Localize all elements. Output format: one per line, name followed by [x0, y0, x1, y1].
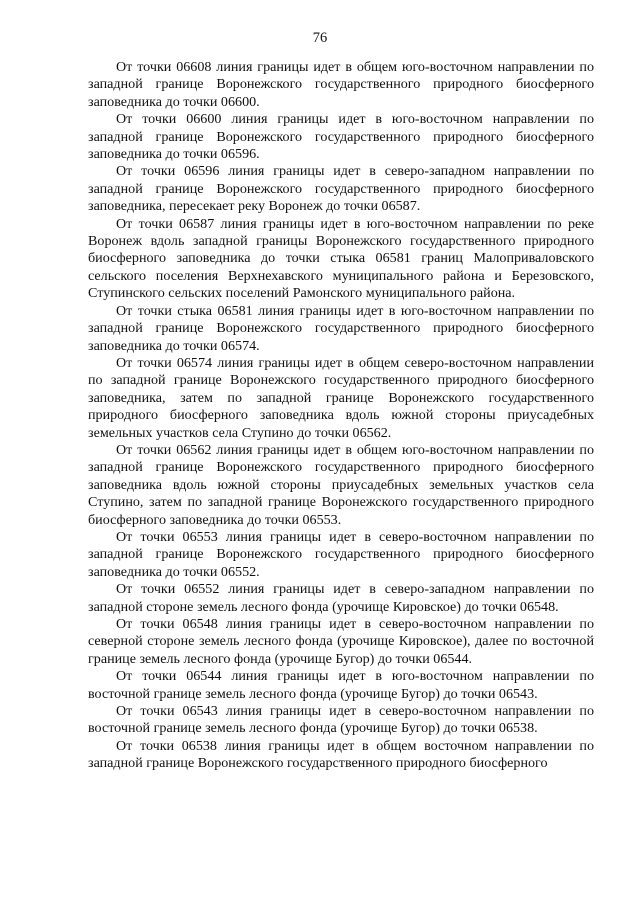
paragraph: От точки 06587 линия границы идет в юго-восточном направлении по реке Воронеж вдоль западной границы Воронежского государственного природного биосферного заповедника до точки стыка 06581 границ Малоприваловского сельского поселения Верхнехавского муниципального района и Березовского, Ступинского сельских поселений Рамонского муниципального района. [88, 215, 594, 302]
paragraph: От точки 06538 линия границы идет в общем восточном направлении по западной границе Воронежского государственного природного биосферного [88, 737, 594, 772]
paragraph: От точки 06544 линия границы идет в юго-восточном направлении по восточной границе земель лесного фонда (урочище Бугор) до точки 06543. [88, 668, 594, 702]
paragraph: От точки стыка 06581 линия границы идет в юго-восточном направлении по западной границе Воронежского государственного природного биосферного заповедника до точки 06574. [88, 302, 594, 354]
paragraph: От точки 06543 линия границы идет в северо-восточном направлении по восточной границе земель лесного фонда (урочище Бугор) до точки 06538. [88, 703, 594, 737]
paragraph: От точки 06600 линия границы идет в юго-восточном направлении по западной границе Воронежского государственного природного биосферного заповедника до точки 06596. [88, 111, 594, 163]
paragraph: От точки 06574 линия границы идет в общем северо-восточном направлении по западной границе Воронежского государственного природного биосферного заповедника, затем по западной границе Воронежского государственного природного биосферного заповедника вдоль южной стороны приусадебных земельных участков села Ступино до точки 06562. [88, 354, 594, 441]
paragraph: От точки 06608 линия границы идет в общем юго-восточном направлении по западной границе Воронежского государственного природного биосферного заповедника до точки 06600. [88, 59, 594, 110]
paragraph: От точки 06562 линия границы идет в общем юго-восточном направлении по западной границе Воронежского государственного природного биосферного заповедника вдоль южной стороны приусадебных земельных участков села Ступино, затем по западной границе Воронежского государственного природного биосферного заповедника до точки 06553. [88, 441, 594, 528]
paragraph: От точки 06552 линия границы идет в северо-западном направлении по западной стороне земель лесного фонда (урочище Кировское) до точки 06548. [88, 581, 594, 615]
paragraph: От точки 06553 линия границы идет в северо-восточном направлении по западной границе Воронежского государственного природного биосферного заповедника до точки 06552. [88, 528, 594, 580]
page-number: 76 [312, 30, 328, 46]
body-text [88, 59, 594, 773]
paragraph: От точки 06596 линия границы идет в северо-западном направлении по западной границе Воронежского государственного природного биосферного заповедника, пересекает реку Воронеж до точки 06587. [88, 163, 594, 215]
paragraph: От точки 06548 линия границы идет в северо-восточном направлении по северной стороне земель лесного фонда (урочище Кировское), далее по восточной границе земель лесного фонда (урочище Бугор) до точки 06544. [88, 616, 594, 667]
